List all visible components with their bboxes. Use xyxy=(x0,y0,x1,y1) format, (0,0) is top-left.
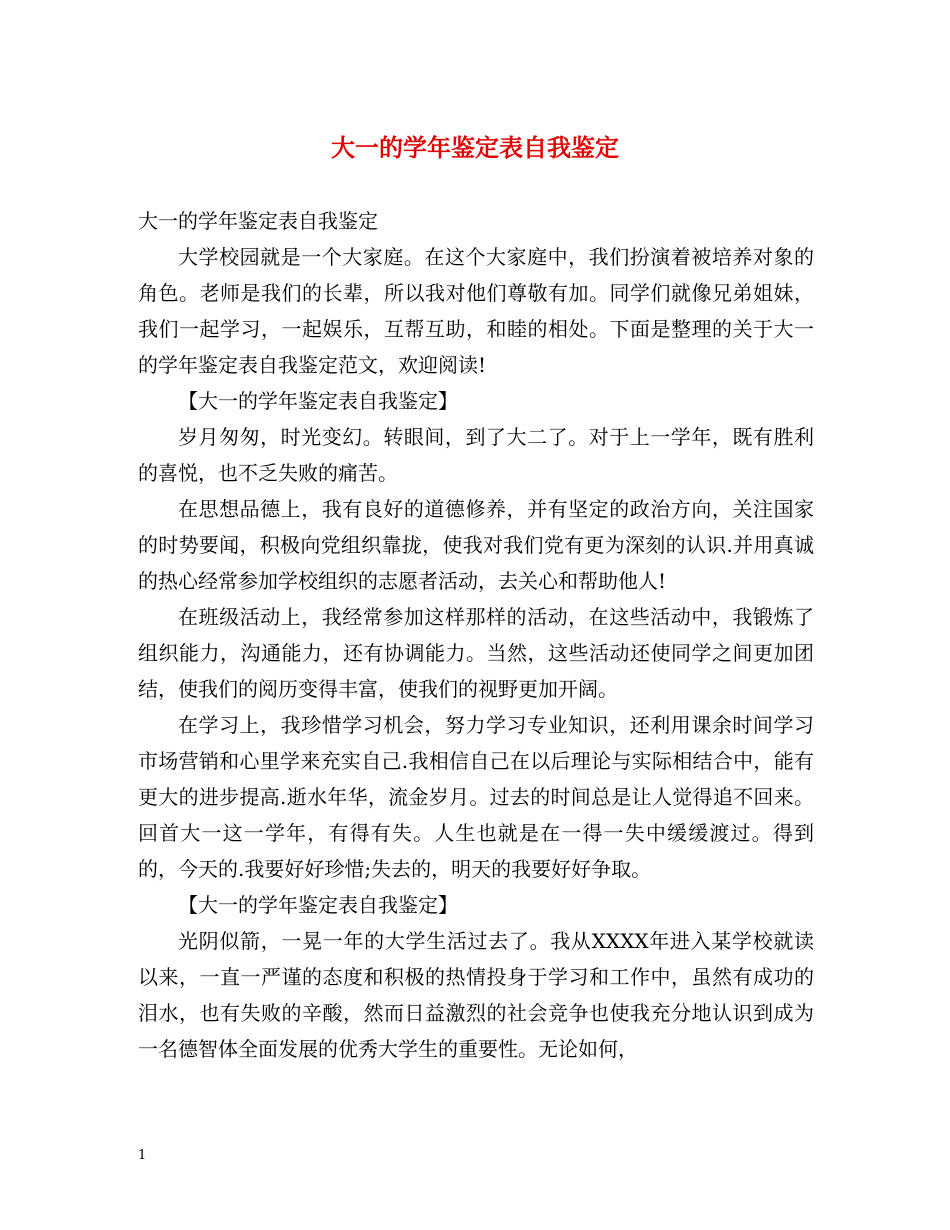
paragraph-morality: 在思想品德上，我有良好的道德修养，并有坚定的政治方向，关注国家的时势要闻，积极向党组织靠拢，使我对我们党有更为深刻的认识.并用真诚的热心经常参加学校组织的志愿者活动，去关心和帮助他人! xyxy=(138,497,814,593)
document-title: 大一的学年鉴定表自我鉴定 xyxy=(331,133,619,162)
paragraph-study: 在学习上，我珍惜学习机会，努力学习专业知识，还利用课余时间学习市场营销和心里学来充实自己.我相信自己在以后理论与实际相结合中，能有更大的进步提高.逝水年华，流金岁月。过去的时间总是让人觉得追不回来。回首大一这一学年，有得有失。人生也就是在一得一失中缓缓渡过。得到的，今天的.我要好好珍惜;失去的，明天的我要好好争取。 xyxy=(138,713,814,881)
page-number: 1 xyxy=(138,1148,147,1163)
paragraph-time: 岁月匆匆，时光变幻。转眼间，到了大二了。对于上一学年，既有胜利的喜悦，也不乏失败的痛苦。 xyxy=(138,425,814,485)
section-heading: 【大一的学年鉴定表自我鉴定】 xyxy=(178,893,458,917)
document-body xyxy=(138,203,814,1067)
paragraph-class-activities: 在班级活动上，我经常参加这样那样的活动，在这些活动中，我锻炼了组织能力，沟通能力，还有协调能力。当然，这些活动还使同学之间更加团结，使我们的阅历变得丰富，使我们的视野更加开阔。 xyxy=(138,605,814,701)
subtitle-line: 大一的学年鉴定表自我鉴定 xyxy=(138,209,378,233)
paragraph-intro: 大学校园就是一个大家庭。在这个大家庭中，我们扮演着被培养对象的角色。老师是我们的长辈，所以我对他们尊敬有加。同学们就像兄弟姐妹，我们一起学习，一起娱乐，互帮互助，和睦的相处。下面是整理的关于大一的学年鉴定表自我鉴定范文，欢迎阅读! xyxy=(138,245,814,377)
section-heading: 【大一的学年鉴定表自我鉴定】 xyxy=(178,389,458,413)
paragraph-college-life: 光阴似箭，一晃一年的大学生活过去了。我从XXXX年进入某学校就读以来，一直一严谨的态度和积极的热情投身于学习和工作中，虽然有成功的泪水，也有失败的辛酸，然而日益激烈的社会竞争也使我充分地认识到成为一名德智体全面发展的优秀大学生的重要性。无论如何， xyxy=(138,929,814,1061)
